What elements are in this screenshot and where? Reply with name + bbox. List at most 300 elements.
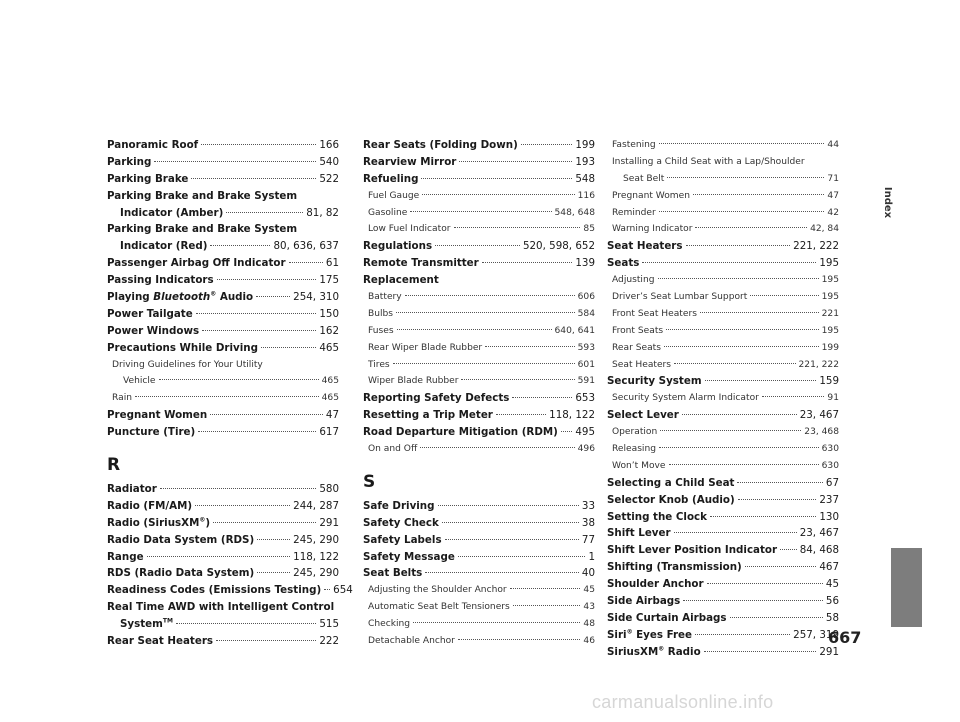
page-reference[interactable]: 540 — [319, 155, 339, 168]
dot-leader — [213, 522, 316, 523]
index-entry — [363, 515, 595, 532]
page-reference[interactable]: 630 — [821, 444, 839, 455]
entry-term-text: Remote Transmitter — [363, 257, 479, 270]
page-reference[interactable]: 40 — [581, 567, 595, 580]
index-entry — [607, 492, 839, 509]
entry-term — [363, 255, 479, 272]
index-entry — [107, 532, 339, 549]
page-reference[interactable]: 520, 598, 652 — [522, 240, 595, 253]
entry-term — [120, 238, 207, 255]
index-side-label — [878, 172, 898, 232]
index-entry — [363, 407, 595, 424]
page-reference[interactable]: 245, 290 — [293, 533, 339, 546]
index-entry — [363, 255, 595, 272]
dot-leader — [226, 212, 303, 213]
watermark: carmanualsonline.info — [592, 692, 774, 712]
index-entry — [363, 154, 595, 171]
dot-leader — [664, 346, 819, 347]
index-entry — [107, 481, 339, 498]
dot-leader — [762, 396, 825, 397]
page-reference[interactable]: 45 — [825, 578, 839, 591]
index-entry — [607, 407, 839, 424]
page-reference[interactable]: 465 — [321, 393, 339, 404]
page-reference[interactable]: 116 — [577, 190, 595, 201]
index-subentry — [363, 306, 595, 323]
page-reference[interactable]: 630 — [821, 460, 839, 471]
entry-term — [607, 576, 704, 593]
index-entry — [607, 593, 839, 610]
page-reference[interactable]: 46 — [583, 636, 595, 647]
page-reference[interactable]: 467 — [819, 561, 839, 574]
page-reference[interactable]: 221, 222 — [798, 359, 839, 370]
entry-term — [607, 492, 735, 509]
entry-term-text: Resetting a Trip Meter — [363, 409, 493, 422]
entry-term-text: Security System Alarm Indicator — [612, 393, 759, 404]
dot-leader — [405, 295, 575, 296]
entry-term-superscript: ® — [626, 628, 633, 636]
entry-term — [368, 205, 407, 222]
page-reference[interactable]: 522 — [319, 172, 339, 185]
entry-term-text: Installing a Child Seat with a Lap/Shoulder — [612, 156, 805, 167]
page-reference[interactable]: 584 — [577, 308, 595, 319]
page-reference[interactable]: 1 — [588, 550, 595, 563]
dot-leader — [659, 143, 825, 144]
page-reference[interactable]: 139 — [575, 257, 595, 270]
page-reference[interactable]: 56 — [825, 595, 839, 608]
entry-term-text: Indicator (Amber) — [120, 206, 224, 219]
entry-term — [363, 407, 493, 424]
page-reference[interactable]: 23, 467 — [799, 409, 839, 422]
entry-term — [607, 407, 679, 424]
dot-leader — [445, 539, 579, 540]
entry-term — [363, 498, 435, 515]
entry-term — [607, 559, 742, 576]
index-entry — [107, 582, 353, 599]
entry-term-text: Front Seats — [612, 325, 664, 336]
entry-term-text: Pregnant Women — [612, 190, 691, 201]
index-entry — [107, 407, 339, 424]
entry-term — [112, 390, 132, 407]
entry-term-text: Side Airbags — [607, 595, 681, 608]
dot-leader — [730, 617, 823, 618]
entry-term — [363, 390, 509, 407]
index-entry — [107, 340, 339, 357]
entry-term-text: Front Seat Heaters — [612, 308, 697, 319]
entry-term — [363, 238, 432, 255]
entry-term — [107, 306, 193, 323]
page-reference[interactable]: 515 — [319, 618, 339, 631]
page-reference[interactable]: 465 — [319, 341, 339, 354]
dot-leader — [513, 605, 581, 606]
entry-term — [612, 289, 747, 306]
dot-leader — [256, 296, 290, 297]
page-reference[interactable]: 195 — [821, 275, 839, 286]
dot-leader — [683, 600, 823, 601]
index-entry — [107, 515, 339, 532]
page-reference[interactable]: 195 — [821, 292, 839, 303]
page-reference[interactable]: 653 — [575, 392, 595, 405]
page-reference[interactable]: 193 — [575, 155, 595, 168]
entry-term — [363, 272, 439, 289]
dot-leader — [659, 447, 819, 448]
entry-term — [612, 390, 759, 407]
entry-term-text: Replacement — [363, 274, 439, 287]
page-reference[interactable]: 221, 222 — [793, 240, 839, 253]
dot-leader — [261, 347, 316, 348]
entry-term-text: Seats — [607, 257, 640, 270]
entry-term — [107, 154, 151, 171]
index-subentry — [363, 599, 595, 616]
dot-leader — [425, 572, 579, 573]
entry-term — [363, 532, 442, 549]
dot-leader — [198, 431, 316, 432]
entry-term-text: Seat Belts — [363, 567, 423, 580]
page-reference[interactable]: 244, 287 — [293, 499, 339, 512]
dot-leader — [780, 549, 797, 550]
entry-term-rest: Audio — [216, 291, 254, 304]
index-entry — [607, 576, 839, 593]
index-entry — [607, 559, 839, 576]
entry-term-text: Adjusting the Shoulder Anchor — [368, 585, 507, 596]
dot-leader — [257, 539, 290, 540]
entry-term — [107, 515, 210, 532]
entry-term — [363, 515, 439, 532]
index-entry — [107, 205, 339, 222]
index-subentry — [607, 188, 839, 205]
entry-term-text: Driving Guidelines for Your Utility — [112, 359, 263, 370]
index-entry — [363, 272, 595, 289]
entry-term — [612, 137, 656, 154]
section-letter: R — [107, 455, 121, 476]
entry-term — [107, 498, 192, 515]
page-reference[interactable]: 291 — [819, 645, 839, 658]
entry-term-text: Radio (SiriusXM — [107, 516, 200, 529]
index-entry — [107, 221, 339, 238]
index-subentry — [607, 441, 839, 458]
dot-leader — [397, 329, 552, 330]
entry-term — [363, 154, 456, 171]
entry-term — [363, 549, 455, 566]
entry-term-text: Radio (FM/AM) — [107, 499, 193, 512]
entry-term-text: Shift Lever — [607, 527, 671, 540]
index-column-1 — [107, 137, 353, 650]
entry-term-text: Safe Driving — [363, 499, 435, 512]
page-reference[interactable]: 199 — [575, 139, 595, 151]
entry-term — [612, 424, 657, 441]
index-entry — [607, 644, 839, 661]
entry-term — [368, 599, 510, 616]
index-entry — [363, 171, 595, 188]
page-reference[interactable]: 84, 468 — [799, 544, 839, 557]
page-reference[interactable]: 44 — [827, 140, 839, 150]
page-reference[interactable]: 245, 290 — [293, 567, 339, 580]
dot-leader — [135, 396, 319, 397]
index-entry — [107, 565, 339, 582]
index-entry — [363, 498, 595, 515]
dot-leader — [210, 414, 323, 415]
entry-term-text: Fuses — [368, 325, 394, 336]
entry-term — [612, 272, 655, 289]
entry-term — [607, 593, 680, 610]
index-entry — [107, 424, 339, 441]
dot-leader — [660, 430, 801, 431]
index-entry — [107, 599, 339, 616]
index-entry — [107, 323, 339, 340]
page-reference[interactable]: 47 — [827, 190, 839, 201]
dot-leader — [458, 639, 581, 640]
dot-leader — [257, 572, 290, 573]
page-reference[interactable]: 606 — [577, 292, 595, 303]
entry-term-text: System — [120, 618, 163, 631]
entry-term-text: Precautions While Driving — [107, 341, 258, 354]
entry-term — [607, 644, 701, 661]
dot-leader — [695, 634, 790, 635]
page-reference[interactable]: 23, 468 — [804, 427, 839, 438]
entry-term-text: Puncture (Tire) — [107, 426, 196, 439]
entry-term — [120, 616, 173, 633]
entry-term-text: Passing Indicators — [107, 274, 214, 287]
page-reference[interactable]: 58 — [825, 611, 839, 624]
index-subentry — [607, 154, 839, 171]
page-reference[interactable]: 61 — [325, 257, 339, 270]
page-reference[interactable]: 199 — [821, 342, 839, 353]
page-reference[interactable]: 495 — [575, 426, 595, 439]
entry-term — [107, 340, 258, 357]
page-reference[interactable]: 175 — [319, 274, 339, 287]
page-reference[interactable]: 67 — [825, 476, 839, 489]
index-subentry — [363, 289, 595, 306]
entry-term — [607, 610, 727, 627]
entry-term-text: Detachable Anchor — [368, 636, 455, 647]
page-reference[interactable]: 118, 122 — [293, 550, 339, 563]
dot-leader — [217, 279, 317, 280]
entry-term-superscript: TM — [162, 617, 173, 625]
page-reference[interactable]: 654 — [333, 584, 353, 597]
entry-term — [363, 565, 422, 582]
entry-term-text: Seat Heaters — [612, 359, 672, 370]
entry-term — [368, 373, 458, 390]
page-reference[interactable]: 42 — [827, 207, 839, 218]
entry-term — [612, 154, 805, 171]
dot-leader — [738, 499, 817, 500]
dot-leader — [512, 397, 572, 398]
page-reference[interactable]: 580 — [319, 483, 339, 496]
entry-term-text: Security System — [607, 375, 702, 388]
entry-term — [368, 306, 393, 323]
index-entry — [607, 525, 839, 542]
index-subentry — [363, 323, 595, 340]
dot-leader — [496, 414, 546, 415]
entry-term-text: Regulations — [363, 240, 433, 253]
page-reference[interactable]: 195 — [819, 257, 839, 270]
page-reference[interactable]: 80, 636, 637 — [273, 240, 339, 253]
entry-term — [107, 565, 254, 582]
index-subentry — [363, 616, 595, 633]
entry-term — [612, 441, 656, 458]
index-entry — [363, 424, 595, 441]
dot-leader — [750, 295, 818, 296]
entry-term — [607, 525, 671, 542]
dot-leader — [216, 640, 316, 641]
page-reference[interactable]: 159 — [819, 375, 839, 388]
page-reference[interactable]: 42, 84 — [810, 224, 839, 235]
index-subentry — [607, 289, 839, 306]
entry-term-text: Select Lever — [607, 409, 679, 422]
index-thumb-tab — [891, 548, 922, 627]
dot-leader — [510, 588, 581, 589]
index-entry — [363, 390, 595, 407]
index-entry — [363, 565, 595, 582]
dot-leader — [160, 488, 317, 489]
entry-term-text: Automatic Seat Belt Tensioners — [368, 602, 510, 613]
entry-term-text: Pregnant Women — [107, 409, 208, 422]
index-entry — [607, 373, 839, 390]
index-subentry — [363, 441, 595, 458]
entry-term-text: Shift Lever Position Indicator — [607, 544, 778, 557]
section-letter: S — [363, 471, 376, 492]
index-entry — [107, 238, 339, 255]
index-subentry — [607, 205, 839, 222]
index-label-text: Index — [882, 186, 894, 218]
entry-term — [363, 171, 418, 188]
dot-leader — [482, 262, 573, 263]
entry-term — [107, 424, 195, 441]
entry-term-text: Low Fuel Indicator — [368, 224, 451, 235]
dot-leader — [485, 346, 574, 347]
page-reference[interactable]: 593 — [577, 342, 595, 353]
page-reference[interactable]: 43 — [583, 602, 595, 613]
page-reference[interactable]: 38 — [581, 516, 595, 529]
entry-term-text: Seat Belt — [623, 173, 665, 184]
entry-term-text: Shifting (Transmission) — [607, 561, 742, 574]
entry-term-text: Siri — [607, 628, 627, 641]
index-entry — [107, 633, 339, 650]
dot-leader — [421, 178, 572, 179]
entry-term-superscript: ® — [658, 645, 665, 653]
page-reference[interactable]: 222 — [319, 635, 339, 648]
entry-term — [368, 289, 402, 306]
page-reference[interactable]: 48 — [583, 619, 595, 630]
page-reference[interactable]: 85 — [583, 224, 595, 235]
entry-term — [107, 188, 297, 205]
page-reference[interactable]: 640, 641 — [554, 325, 595, 336]
entry-term-text: Shoulder Anchor — [607, 578, 704, 591]
entry-term-text: Safety Labels — [363, 533, 442, 546]
dot-leader — [669, 464, 819, 465]
page-reference[interactable]: 237 — [819, 493, 839, 506]
entry-term — [607, 627, 692, 644]
dot-leader — [196, 313, 317, 314]
index-entry — [107, 171, 339, 188]
page-reference[interactable]: 591 — [577, 376, 595, 387]
dot-leader — [154, 161, 316, 162]
index-subentry — [363, 221, 595, 238]
entry-term-text: Playing — [107, 291, 154, 304]
index-subentry — [607, 390, 839, 407]
dot-leader — [324, 589, 330, 590]
index-subentry — [607, 171, 839, 188]
page-reference[interactable]: 254, 310 — [293, 291, 339, 304]
page-reference[interactable]: 91 — [827, 393, 839, 404]
entry-term-text: Fuel Gauge — [368, 190, 420, 201]
entry-term-text: Releasing — [612, 444, 656, 455]
entry-term-rest: Eyes Free — [632, 628, 693, 641]
page-reference[interactable]: 548 — [575, 172, 595, 185]
page-reference[interactable]: 496 — [577, 444, 595, 455]
dot-leader — [195, 505, 290, 506]
entry-term-text: Parking Brake and Brake System — [107, 223, 298, 236]
entry-term-text: Won’t Move — [612, 460, 666, 471]
page-reference[interactable]: 465 — [321, 376, 339, 387]
entry-term — [368, 323, 394, 340]
page-reference[interactable]: 77 — [581, 533, 595, 546]
index-entry — [107, 498, 339, 515]
page-reference[interactable]: 617 — [319, 426, 339, 439]
page-reference[interactable]: 291 — [319, 516, 339, 529]
dot-leader — [521, 144, 573, 145]
page-reference[interactable]: 257, 319 — [793, 628, 839, 641]
dot-leader — [435, 245, 520, 246]
page-reference[interactable]: 130 — [819, 510, 839, 523]
index-entry — [107, 188, 339, 205]
page-reference[interactable]: 23, 467 — [799, 527, 839, 540]
page-reference[interactable]: 33 — [581, 499, 595, 512]
entry-term-text: Reporting Safety Defects — [363, 392, 510, 405]
dot-leader — [710, 516, 816, 517]
entry-term-text: Driver’s Seat Lumbar Support — [612, 292, 748, 303]
dot-leader — [201, 144, 316, 145]
dot-leader — [674, 532, 797, 533]
page-reference[interactable]: 195 — [821, 325, 839, 336]
index-subentry — [607, 306, 839, 323]
page-reference[interactable]: 47 — [325, 409, 339, 422]
dot-leader — [438, 505, 579, 506]
dot-leader — [202, 330, 316, 331]
entry-term — [120, 205, 223, 222]
page-reference[interactable]: 118, 122 — [549, 409, 595, 422]
entry-term — [107, 289, 253, 306]
page-reference[interactable]: 81, 82 — [306, 206, 339, 219]
dot-leader — [176, 623, 316, 624]
page-reference[interactable]: 150 — [319, 307, 339, 320]
page-reference[interactable]: 221 — [821, 308, 839, 319]
entry-term-text: Fastening — [612, 140, 656, 150]
dot-leader — [289, 262, 323, 263]
entry-term — [107, 137, 198, 154]
page-reference[interactable]: 548, 648 — [554, 207, 595, 218]
index-entry — [107, 137, 339, 154]
entry-term-text: Parking Brake and Brake System — [107, 189, 298, 202]
page-reference[interactable]: 71 — [827, 173, 839, 184]
entry-term — [107, 221, 297, 238]
index-entry — [607, 255, 839, 272]
page-reference[interactable]: 45 — [583, 585, 595, 596]
page-reference[interactable]: 601 — [577, 359, 595, 370]
dot-leader — [705, 380, 817, 381]
entry-term-text: Readiness Codes (Emissions Testing) — [107, 584, 322, 597]
entry-term-text: Rear Wiper Blade Rubber — [368, 342, 483, 353]
dot-leader — [659, 211, 825, 212]
entry-term-text: Safety Message — [363, 550, 455, 563]
page-reference[interactable]: 162 — [319, 324, 339, 337]
dot-leader — [442, 522, 579, 523]
page-reference[interactable]: 166 — [319, 139, 339, 151]
entry-term-text: Rear Seats (Folding Down) — [363, 139, 518, 151]
entry-term-text: Passenger Airbag Off Indicator — [107, 257, 286, 270]
dot-leader — [147, 556, 291, 557]
index-entry — [607, 542, 839, 559]
entry-term — [607, 509, 707, 526]
